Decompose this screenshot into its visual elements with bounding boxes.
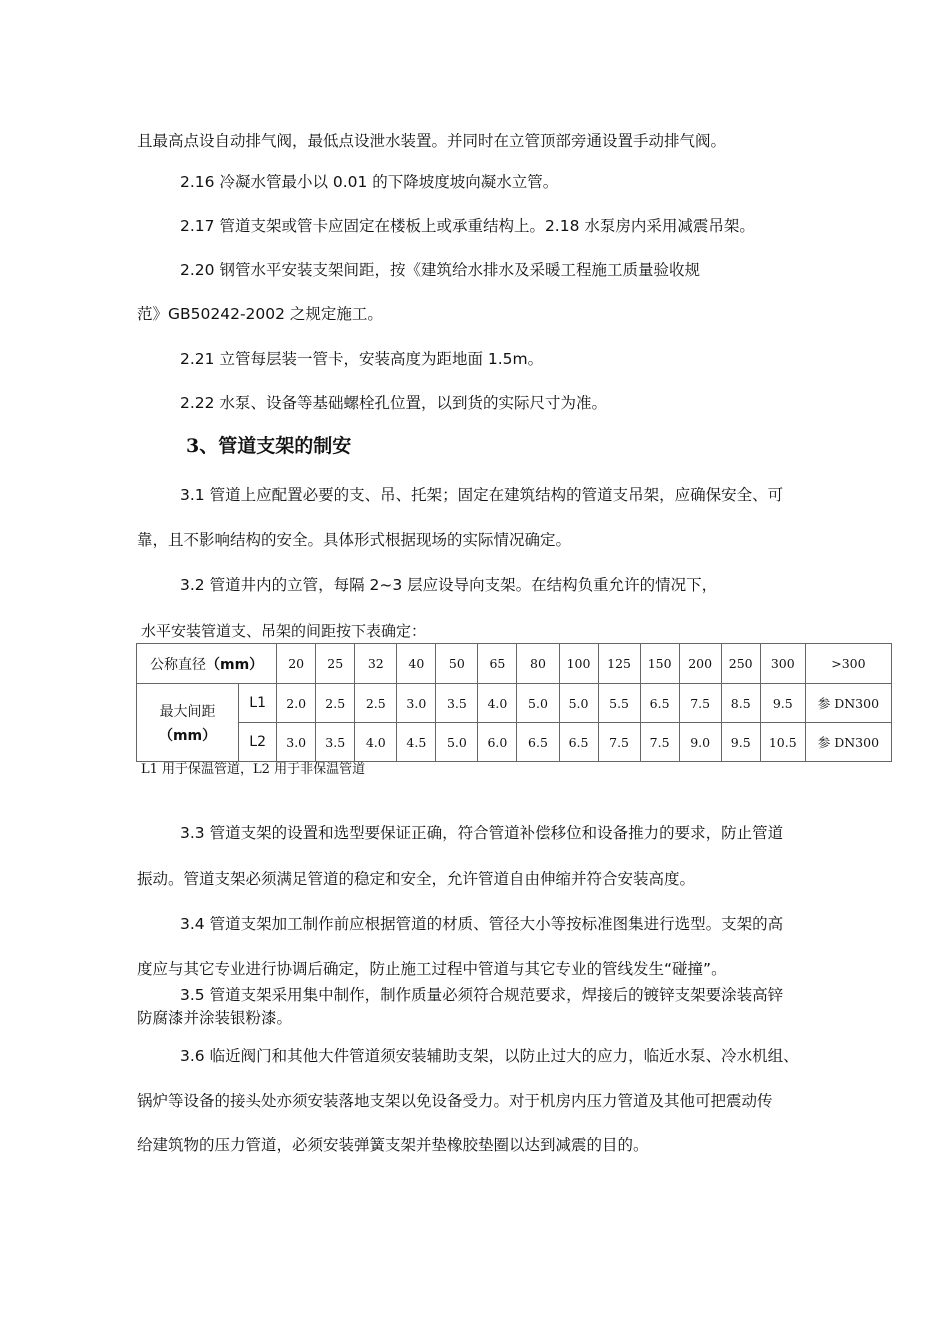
spacing-cell: 6.0 bbox=[478, 723, 517, 762]
paragraph-3-3-line1: 3.3 管道支架的设置和选型要保证正确，符合管道补偿移位和设备推力的要求，防止管道 bbox=[180, 824, 784, 842]
paragraph-2-22: 2.22 水泵、设备等基础螺栓孔位置，以到货的实际尺寸为准。 bbox=[180, 394, 607, 412]
paragraph-3-4-line2: 度应与其它专业进行协调后确定，防止施工过程中管道与其它专业的管线发生“碰撞”。 bbox=[137, 960, 727, 978]
spacing-cell: 3.0 bbox=[397, 684, 436, 723]
diameter-cell: 300 bbox=[760, 644, 805, 684]
spacing-cell: 4.5 bbox=[397, 723, 436, 762]
diameter-cell: 32 bbox=[355, 644, 397, 684]
diameter-cell: 250 bbox=[721, 644, 760, 684]
spacing-cell: 2.0 bbox=[277, 684, 316, 723]
spacing-cell: 3.0 bbox=[277, 723, 316, 762]
spacing-cell: 4.0 bbox=[478, 684, 517, 723]
diameter-cell: 65 bbox=[478, 644, 517, 684]
spacing-cell: 5.0 bbox=[559, 684, 598, 723]
diameter-cell: 50 bbox=[436, 644, 478, 684]
spacing-cell: 7.5 bbox=[598, 723, 640, 762]
paragraph-2-21: 2.21 立管每层装一管卡，安装高度为距地面 1.5m。 bbox=[180, 350, 544, 368]
paragraph-3-1-line2: 靠，且不影响结构的安全。具体形式根据现场的实际情况确定。 bbox=[137, 531, 572, 549]
paragraph-continuation: 且最高点设自动排气阀，最低点设泄水装置。并同时在立管顶部旁通设置手动排气阀。 bbox=[137, 132, 727, 150]
section-heading: 3、管道支架的制安 bbox=[186, 435, 352, 457]
paragraph-3-1-line1: 3.1 管道上应配置必要的支、吊、托架；固定在建筑结构的管道支吊架，应确保安全、可 bbox=[180, 486, 784, 504]
spacing-cell: 5.0 bbox=[436, 723, 478, 762]
paragraph-3-5-line1: 3.5 管道支架采用集中制作，制作质量必须符合规范要求，焊接后的镀锌支架要涂装高锌 bbox=[180, 986, 784, 1004]
table-row-l2 bbox=[137, 723, 892, 762]
max-spacing-label: 最大间距 bbox=[159, 703, 216, 720]
spacing-cell: 9.0 bbox=[679, 723, 721, 762]
table-header-row bbox=[137, 644, 892, 684]
diameter-cell: 80 bbox=[517, 644, 559, 684]
paragraph-3-5-line2: 防腐漆并涂装银粉漆。 bbox=[137, 1009, 293, 1027]
spacing-cell: 10.5 bbox=[760, 723, 805, 762]
table-note: L1 用于保温管道，L2 用于非保温管道 bbox=[141, 762, 366, 777]
nominal-diameter-header bbox=[137, 644, 277, 684]
max-spacing-unit: （mm） bbox=[158, 727, 217, 744]
diameter-cell: 100 bbox=[559, 644, 598, 684]
diameter-cell: 125 bbox=[598, 644, 640, 684]
diameter-cell: >300 bbox=[805, 644, 891, 684]
diameter-cell: 150 bbox=[640, 644, 679, 684]
spacing-cell: 6.5 bbox=[640, 684, 679, 723]
nominal-diameter-unit: （mm） bbox=[205, 656, 264, 673]
paragraph-3-2: 3.2 管道井内的立管，每隔 2~3 层应设导向支架。在结构负重允许的情况下， bbox=[180, 576, 718, 594]
spacing-cell: 3.5 bbox=[316, 723, 355, 762]
diameter-cell: 20 bbox=[277, 644, 316, 684]
max-spacing-header bbox=[137, 684, 239, 762]
spacing-cell: 9.5 bbox=[721, 723, 760, 762]
paragraph-2-16: 2.16 冷凝水管最小以 0.01 的下降坡度坡向凝水立管。 bbox=[180, 173, 559, 191]
row-label-l1: L1 bbox=[239, 684, 277, 723]
diameter-cell: 40 bbox=[397, 644, 436, 684]
row-label-l2: L2 bbox=[239, 723, 277, 762]
spacing-cell: 参 DN300 bbox=[805, 723, 891, 762]
paragraph-3-4-line1: 3.4 管道支架加工制作前应根据管道的材质、管径大小等按标准图集进行选型。支架的高 bbox=[180, 915, 784, 933]
paragraph-3-6-line2: 锅炉等设备的接头处亦须安装落地支架以免设备受力。对于机房内压力管道及其他可把震动传 bbox=[137, 1092, 773, 1110]
support-spacing-table bbox=[136, 643, 892, 762]
paragraph-2-20-line2: 范》GB50242-2002 之规定施工。 bbox=[137, 305, 383, 323]
table-caption: 水平安装管道支、吊架的间距按下表确定： bbox=[141, 622, 427, 640]
spacing-cell: 8.5 bbox=[721, 684, 760, 723]
table-row-l1 bbox=[137, 684, 892, 723]
spacing-cell: 5.0 bbox=[517, 684, 559, 723]
spacing-cell: 7.5 bbox=[679, 684, 721, 723]
diameter-cell: 25 bbox=[316, 644, 355, 684]
paragraph-3-6-line3: 给建筑物的压力管道，必须安装弹簧支架并垫橡胶垫圈以达到减震的目的。 bbox=[137, 1136, 649, 1154]
spacing-cell: 6.5 bbox=[517, 723, 559, 762]
paragraph-2-17: 2.17 管道支架或管卡应固定在楼板上或承重结构上。2.18 水泵房内采用减震吊架。 bbox=[180, 217, 755, 235]
diameter-cell: 200 bbox=[679, 644, 721, 684]
spacing-cell: 参 DN300 bbox=[805, 684, 891, 723]
nominal-diameter-label: 公称直径 bbox=[149, 656, 206, 673]
spacing-cell: 7.5 bbox=[640, 723, 679, 762]
paragraph-3-3-line2: 振动。管道支架必须满足管道的稳定和安全，允许管道自由伸缩并符合安装高度。 bbox=[137, 870, 696, 888]
spacing-cell: 5.5 bbox=[598, 684, 640, 723]
spacing-cell: 9.5 bbox=[760, 684, 805, 723]
paragraph-2-20-line1: 2.20 钢管水平安装支架间距，按《建筑给水排水及采暖工程施工质量验收规 bbox=[180, 261, 700, 279]
paragraph-3-6-line1: 3.6 临近阀门和其他大件管道须安装辅助支架，以防止过大的应力，临近水泵、冷水机组、 bbox=[180, 1047, 799, 1065]
spacing-cell: 4.0 bbox=[355, 723, 397, 762]
spacing-cell: 2.5 bbox=[316, 684, 355, 723]
spacing-cell: 2.5 bbox=[355, 684, 397, 723]
spacing-cell: 3.5 bbox=[436, 684, 478, 723]
spacing-cell: 6.5 bbox=[559, 723, 598, 762]
